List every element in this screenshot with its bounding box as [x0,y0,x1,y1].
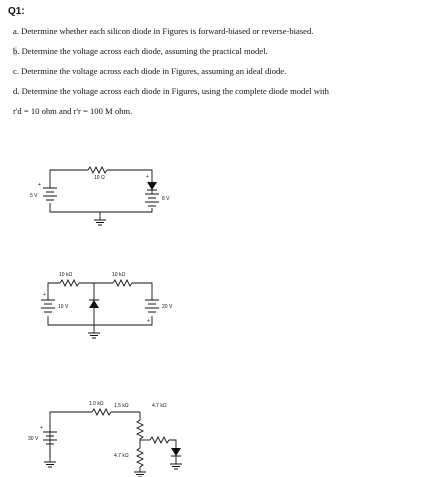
c1-wire-top-left [50,170,88,188]
c2-wire-top-left [48,283,60,300]
c3-plus: + [40,425,43,431]
ground-symbol [88,333,100,338]
c3-resistor-47k-upper-label: 4.7 kΩ [152,403,167,409]
c3-resistor-15k [137,420,143,439]
question-label: Q1: [8,6,25,17]
circuit-1 [30,167,170,225]
c3-diode [171,448,181,456]
part-a: a. Determine whether each silicon diode in Figures is forward-biased or reverse-biased. [13,26,314,36]
c2-plus-left: + [43,292,46,298]
c3-resistor-47k-lower-label: 4.7 kΩ [114,453,129,459]
circuit-3 [28,401,182,477]
c2-battery-left [41,300,55,312]
c3-resistor-47k-lower [137,448,143,467]
circuit-2 [41,272,173,338]
ground-symbol [94,220,106,225]
c3-wire-to-diode [169,440,176,448]
part-b-highlight: b [13,46,18,56]
c2-plus-right: + [147,318,150,324]
c2-diode [89,300,99,308]
c3-resistor-47k-upper [150,437,169,443]
c2-source-right-label: 20 V [162,304,173,310]
c1-source-left-label: 5 V [30,193,38,199]
part-c: c. Determine the voltage across each diode in Figures, assuming an ideal diode. [13,66,287,76]
c1-battery-left [43,188,57,200]
c2-resistor-left-label: 10 kΩ [59,272,73,278]
c2-wire-top-right [132,283,152,300]
c3-resistor-series [92,409,111,415]
part-d-continued: r'd = 10 ohm and r'r = 100 M ohm. [13,106,133,116]
c3-source-label: 30 V [28,436,39,442]
c2-wire-bottom [48,316,152,325]
c1-wire-bottom [50,203,152,212]
c1-source-right-label: 8 V [162,196,170,202]
c2-resistor-right-label: 10 kΩ [112,272,126,278]
ground-symbol [134,472,146,477]
c1-plus-left: + [38,182,41,188]
ground-symbol [44,462,56,467]
c3-wire-top-left [50,412,92,458]
ground-symbol [170,464,182,469]
part-b-text: . Determine the voltage across each diode, assuming the practical model. [17,46,268,56]
c1-resistor [88,167,107,173]
c2-source-left-label: 10 V [58,304,69,310]
c1-battery-right [145,194,159,206]
c1-resistor-label: 10 Ω [94,175,105,181]
c2-battery-right [145,300,159,312]
c2-resistor-left [60,280,79,286]
c1-diode [147,182,157,190]
c3-resistor-series-label: 1.0 kΩ [89,401,104,407]
c2-resistor-right [113,280,132,286]
c1-plus-right: + [146,174,149,180]
c3-resistor-15k-label: 1.5 kΩ [114,403,129,409]
part-d: d. Determine the voltage across each diode in Figures, using the complete diode model with [13,86,329,96]
